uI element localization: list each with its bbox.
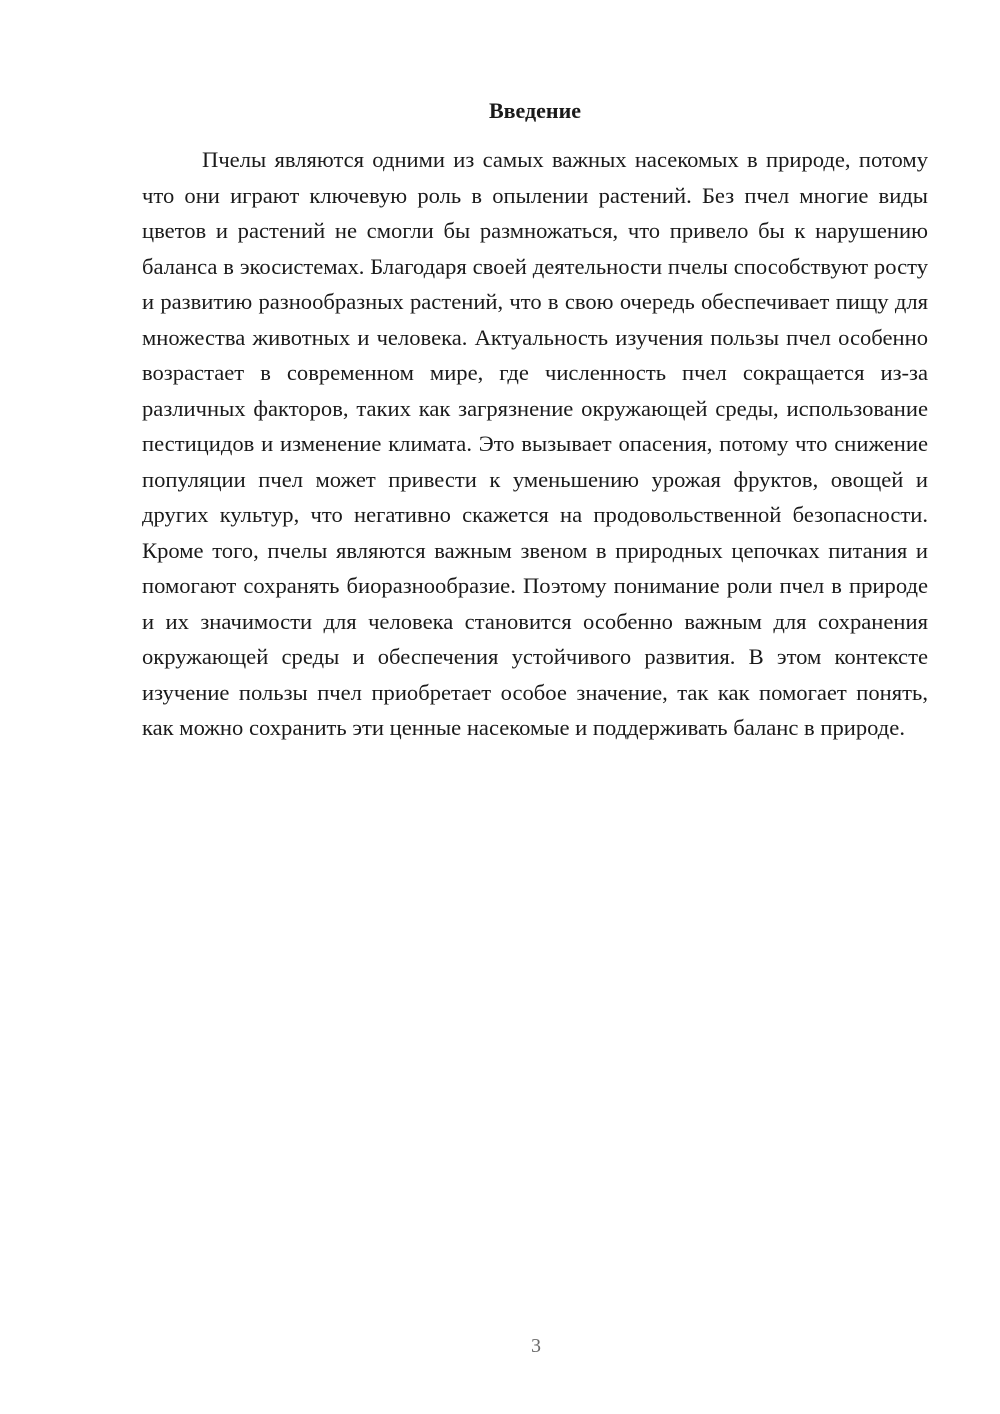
body-paragraph: Пчелы являются одними из самых важных насекомых в природе, потому что они играют ключевую роль в опылении растений. Без пчел многие виды цветов и растений не смогли бы размножаться, что привело бы к нарушению баланса в экосистемах. Благодаря своей деятельности пчелы способствуют росту и развитию разнообразных растений, что в свою очередь обеспечивает пищу для множества животных и человека. Актуальность изучения пользы пчел особенно возрастает в современном мире, где численность пчел сокращается из-за различных факторов, таких как загрязнение окружающей среды, использование пестицидов и изменение климата. Это вызывает опасения, потому что снижение популяции пчел может привести к уменьшению урожая фруктов, овощей и других культур, что негативно скажется на продовольственной безопасности. Кроме того, пчелы являются важным звеном в природных цепочках питания и помогают сохранять биоразнообразие. Поэтому понимание роли пчел в природе и их значимости для человека становится особенно важным для сохранения окружающей среды и обеспечения устойчивого развития. В этом контексте изучение пользы пчел приобретает особое значение, так как помогает понять, как можно сохранить эти ценные насекомые и поддерживать баланс в природе. [142, 147, 928, 740]
section-heading: Введение [488, 98, 582, 123]
page-number: 3 [531, 1335, 541, 1357]
